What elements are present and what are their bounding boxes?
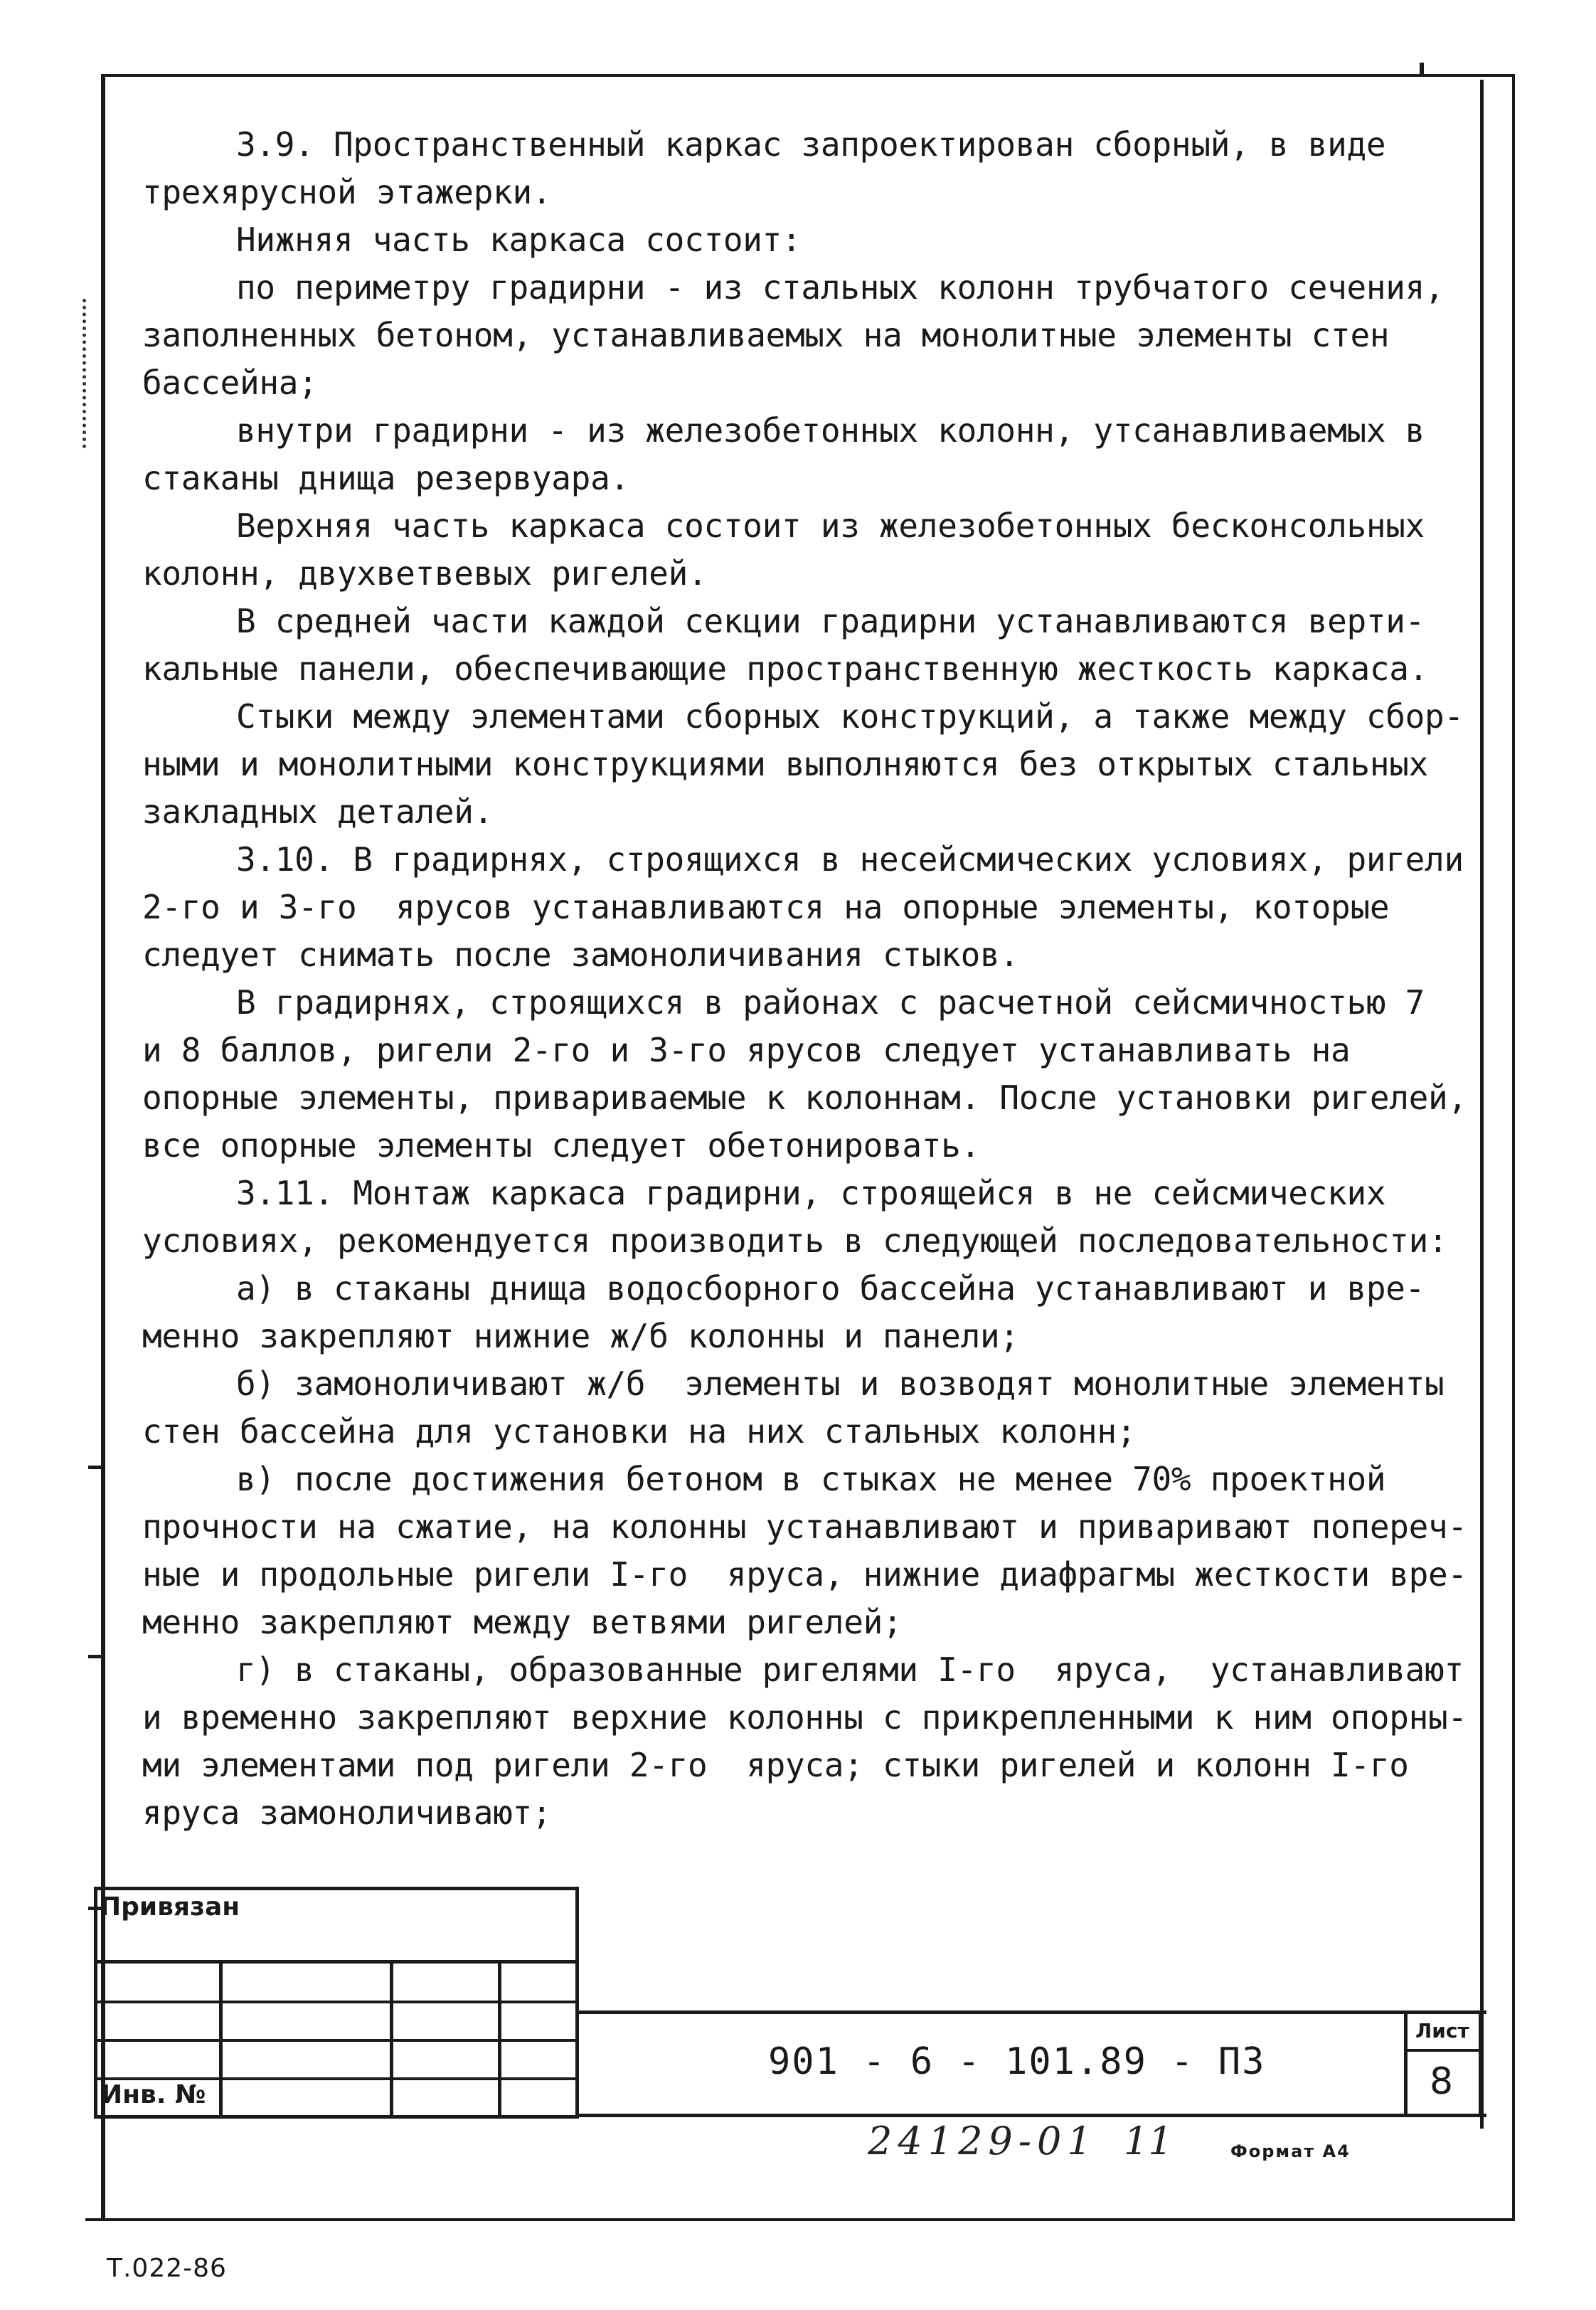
binding-margin-tick: [88, 1466, 102, 1469]
body-line: кальные панели, обеспечивающие пространственную жесткость каркаса.: [142, 650, 1429, 688]
document-code: 901 - 6 - 101.89 - ПЗ: [768, 2040, 1266, 2083]
format-label: Формат А4: [1230, 2141, 1351, 2161]
body-line: а) в стаканы днища водосборного бассейна устанавливают и вре-: [236, 1269, 1425, 1308]
body-line: б) замоноличивают ж/б элементы и возводят монолитные элементы: [236, 1365, 1445, 1403]
body-line: все опорные элементы следует обетонировать.: [142, 1126, 980, 1165]
body-line: условиях, рекомендуется производить в следующей последовательности:: [142, 1222, 1448, 1260]
bottom-rule: [85, 2218, 1515, 2221]
body-line: 2-го и 3-го ярусов устанавливаются на опорные элементы, которые: [142, 888, 1390, 926]
body-line: В градирнях, строящихся в районах с расчетной сейсмичностью 7: [236, 983, 1425, 1022]
body-line: г) в стаканы, образованные ригелями I-го яруса, устанавливают: [236, 1651, 1464, 1689]
body-line: В средней части каждой секции градирни устанавливаются верти-: [236, 602, 1425, 640]
body-line: яруса замоноличивают;: [142, 1794, 552, 1832]
body-line: Верхняя часть каркаса состоит из железобетонных бесконсольных: [236, 507, 1425, 545]
body-line: прочности на сжатие, на колонны устанавливают и приваривают попереч-: [142, 1508, 1467, 1546]
frame-tick-top: [1420, 63, 1424, 75]
body-line: 3.11. Монтаж каркаса градирни, строящейся в не сейсмических: [236, 1174, 1386, 1212]
body-line: ные и продольные ригели I-го яруса, нижние диафрагмы жесткости вре-: [142, 1555, 1467, 1594]
body-line: колонн, двухветвевых ригелей.: [142, 554, 708, 593]
binding-margin-dots: [83, 299, 90, 448]
handwritten-mark: 11: [1124, 2119, 1173, 2163]
sheet-number: 8: [1430, 2060, 1454, 2103]
body-line: 3.9. Пространственный каркас запроектирован сборный, в виде: [236, 125, 1386, 164]
sheet-divider: [1404, 2049, 1482, 2052]
body-line: 3.10. В градирнях, строящихся в несейсмических условиях, ригели: [236, 840, 1464, 879]
grid-line-horizontal: [94, 2039, 579, 2042]
body-line: Нижняя часть каркаса состоит:: [236, 221, 802, 259]
body-line: внутри градирни - из железобетонных колонн, утсанавливаемых в: [236, 411, 1425, 450]
body-line: менно закрепляют между ветвями ригелей;: [142, 1603, 903, 1641]
handwritten-number: 24129-01: [868, 2119, 1097, 2163]
body-line: и временно закрепляют верхние колонны с прикрепленными к ним опорны-: [142, 1698, 1467, 1737]
body-line: стаканы днища резервуара.: [142, 459, 629, 497]
form-code: Т.022-86: [107, 2254, 227, 2283]
grid-line-horizontal: [94, 2001, 579, 2003]
body-line: Стыки между элементами сборных конструкций, а также между сбор-: [236, 697, 1464, 736]
inventory-number-label: Инв. №: [101, 2080, 206, 2109]
body-text: [142, 121, 1479, 1837]
body-line: и 8 баллов, ригели 2-го и 3-го ярусов следует устанавливать на: [142, 1031, 1351, 1069]
body-line: заполненных бетоном, устанавливаемых на монолитные элементы стен: [142, 316, 1390, 354]
privyazan-label: Привязан: [100, 1892, 240, 1922]
body-line: ми элементами под ригели 2-го яруса; стыки ригелей и колонн I-го: [142, 1746, 1409, 1784]
body-line: менно закрепляют нижние ж/б колонны и панели;: [142, 1317, 1019, 1355]
body-line: ными и монолитными конструкциями выполняются без открытых стальных: [142, 745, 1429, 783]
body-line: трехярусной этажерки.: [142, 173, 552, 211]
body-line: закладных деталей.: [142, 793, 494, 831]
binding-margin-tick: [88, 1655, 102, 1658]
body-line: по периметру градирни - из стальных колонн трубчатого сечения,: [236, 268, 1445, 307]
body-line: в) после достижения бетоном в стыках не менее 70% проектной: [236, 1460, 1386, 1498]
body-line: опорные элементы, привариваемые к колоннам. После установки ригелей,: [142, 1079, 1467, 1117]
sheet-label: Лист: [1415, 2019, 1469, 2043]
body-line: бассейна;: [142, 364, 318, 402]
body-line: стен бассейна для установки на них стальных колонн;: [142, 1412, 1137, 1451]
body-line: следует снимать после замоноличивания стыков.: [142, 936, 1019, 974]
